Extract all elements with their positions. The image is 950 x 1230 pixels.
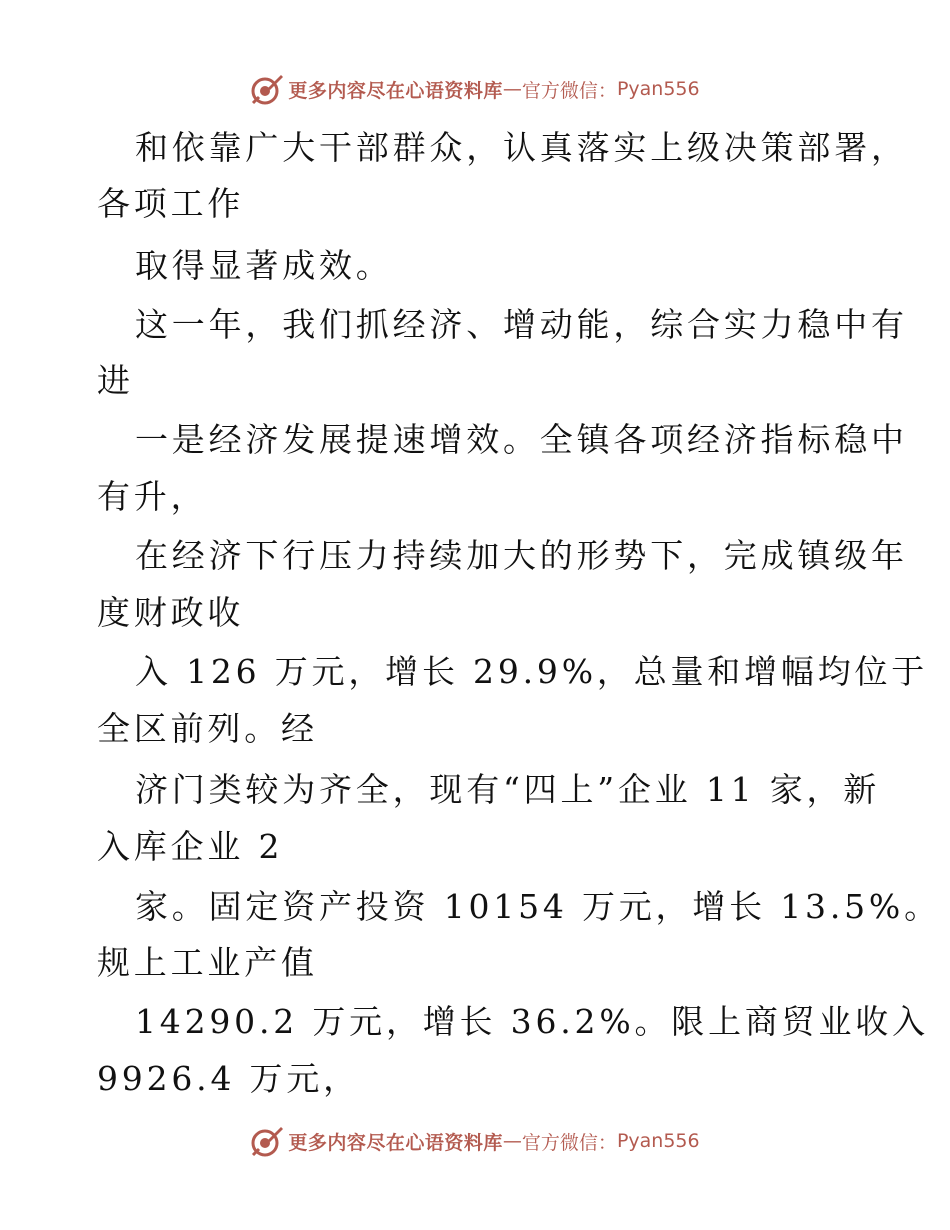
- text-line: 9926.4 万元，: [97, 1059, 360, 1098]
- text-line: 入库企业 2: [97, 827, 284, 866]
- text-line: 度财政收: [97, 593, 245, 632]
- text-line: 家。固定资产投资 10154 万元，增长 13.5%。: [135, 887, 941, 926]
- watermark-wechat-id: Pyan556: [616, 78, 700, 100]
- text-line: 这一年，我们抓经济、增动能，综合实力稳中有: [135, 305, 908, 344]
- watermark-dash: —: [502, 1130, 522, 1152]
- pen-logo-icon: [250, 72, 284, 106]
- header-watermark: [0, 72, 950, 106]
- pen-logo-icon: [250, 1124, 284, 1158]
- text-line: 各项工作: [97, 184, 245, 223]
- text-line: 和依靠广大干部群众，认真落实上级决策部署，: [135, 128, 908, 167]
- text-line: 进: [97, 361, 134, 400]
- text-line: 在经济下行压力持续加大的形势下，完成镇级年: [135, 536, 908, 575]
- text-line: 规上工业产值: [97, 943, 318, 982]
- watermark-brand: 更多内容尽在心语资料库: [288, 1131, 503, 1154]
- watermark-wechat-id: Pyan556: [616, 1130, 700, 1152]
- text-line: 一是经济发展提速增效。全镇各项经济指标稳中: [135, 420, 908, 459]
- text-line: 有升，: [97, 477, 208, 516]
- text-line: 14290.2 万元，增长 36.2%。限上商贸业收入: [135, 1002, 929, 1041]
- footer-watermark: [0, 1124, 950, 1158]
- text-line: 全区前列。经: [97, 709, 318, 748]
- watermark-label: 官方微信：: [521, 79, 617, 102]
- watermark-dash: —: [502, 78, 522, 100]
- watermark-brand: 更多内容尽在心语资料库: [288, 79, 503, 102]
- text-line: 济门类较为齐全，现有“四上”企业 11 家，新: [135, 770, 881, 809]
- text-line: 取得显著成效。: [135, 246, 393, 285]
- watermark-label: 官方微信：: [521, 1131, 617, 1154]
- text-line: 入 126 万元，增长 29.9%，总量和增幅均位于: [135, 652, 929, 691]
